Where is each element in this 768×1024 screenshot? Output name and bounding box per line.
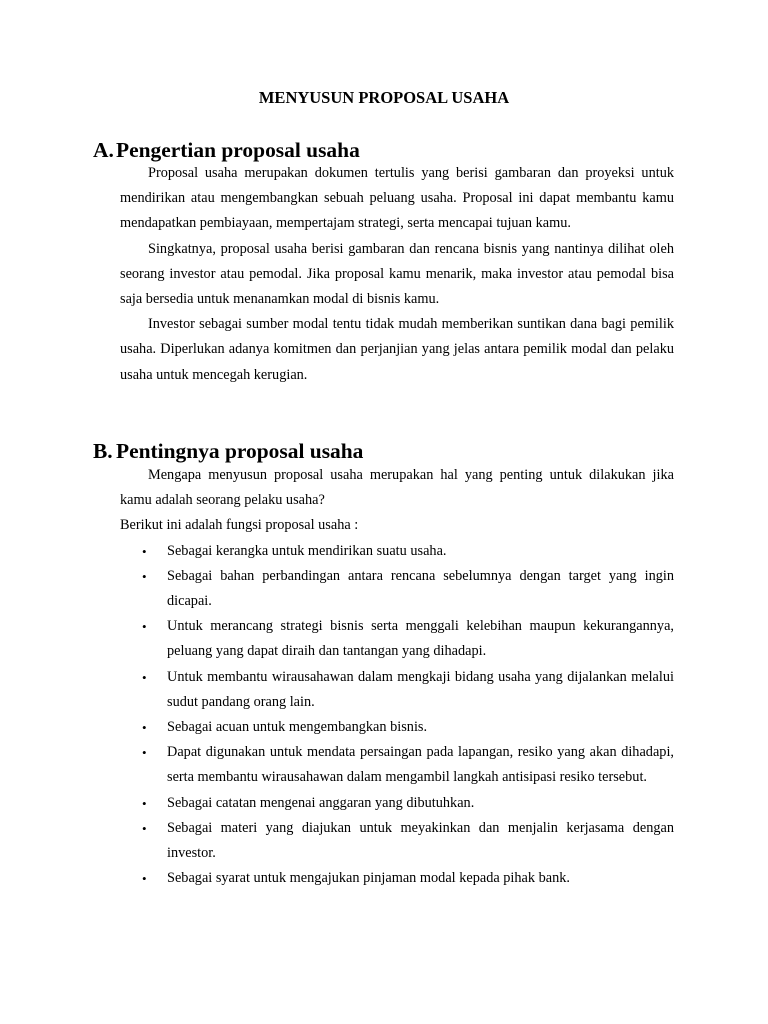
list-item: [120, 665, 674, 715]
section-a-body: [120, 161, 674, 388]
paragraph: Singkatnya, proposal usaha berisi gambaran dan rencana bisnis yang nantinya dilihat oleh seorang investor atau pemodal. Jika proposal kamu menarik, maka investor atau pemodal bisa saja bersedia untuk menanamkan modal di bisnis kamu.: [120, 240, 674, 308]
bullet-icon: •: [142, 568, 147, 584]
bullet-icon: •: [142, 619, 147, 635]
list-item: [120, 539, 674, 564]
list-item: [120, 791, 674, 816]
list-item-text: Untuk merancang strategi bisnis serta menggali kelebihan maupun kekurangannya, peluang yang dapat diraih dan tantangan yang dihadapi.: [167, 618, 674, 660]
bullet-icon: •: [142, 669, 147, 685]
list-item: [120, 564, 674, 614]
page-title: MENYUSUN PROPOSAL USAHA: [258, 88, 510, 107]
paragraph: Mengapa menyusun proposal usaha merupakan hal yang penting untuk dilakukan jika kamu adalah seorang pelaku usaha?: [120, 467, 674, 509]
list-intro: Berikut ini adalah fungsi proposal usaha :: [120, 517, 359, 534]
bullet-icon: •: [142, 720, 147, 736]
list-item-text: Untuk membantu wirausahawan dalam mengkaji bidang usaha yang dijalankan melalui sudut pandang orang lain.: [167, 668, 674, 710]
list-item: [120, 740, 674, 790]
paragraph: Proposal usaha merupakan dokumen tertulis yang berisi gambaran dan proyeksi untuk mendirikan atau mengembangkan sebuah peluang usaha. Proposal ini dapat membantu kamu mendapatkan pembiayaan, mempertajam strategi, serta mencapai tujuan kamu.: [120, 165, 674, 232]
list-item-text: Sebagai kerangka untuk mendirikan suatu usaha.: [167, 542, 447, 559]
list-item: [120, 866, 674, 891]
section-b-heading: [93, 441, 683, 461]
section-a-heading: [93, 140, 683, 160]
list-item-text: Dapat digunakan untuk mendata persaingan pada lapangan, resiko yang akan dihadapi, serta membantu wirausahawan dalam mengambil langkah antisipasi resiko tersebut.: [167, 744, 674, 786]
bullet-icon: •: [142, 871, 147, 887]
section-a-title: Pengertian proposal usaha: [116, 138, 360, 162]
list-item-text: Sebagai syarat untuk mengajukan pinjaman modal kepada pihak bank.: [167, 870, 570, 887]
section-b-body: [120, 463, 674, 891]
function-list: [120, 539, 674, 892]
list-item-text: Sebagai acuan untuk mengembangkan bisnis.: [167, 719, 428, 736]
list-item-text: Sebagai catatan mengenai anggaran yang dibutuhkan.: [167, 794, 475, 811]
bullet-icon: •: [142, 745, 147, 761]
list-item: [120, 614, 674, 664]
paragraph: Investor sebagai sumber modal tentu tidak mudah memberikan suntikan dana bagi pemilik usaha. Diperlukan adanya komitmen dan perjanjian yang jelas antara pemilik modal dan pelaku usaha untuk mencegah kerugian.: [120, 316, 674, 383]
bullet-icon: •: [142, 820, 147, 836]
section-b-letter: B.: [93, 439, 113, 463]
list-item: [120, 816, 674, 866]
bullet-icon: •: [142, 795, 147, 811]
bullet-icon: •: [142, 543, 147, 559]
list-item: [120, 715, 674, 740]
list-item-text: Sebagai bahan perbandingan antara rencana sebelumnya dengan target yang ingin dicapai.: [167, 567, 674, 610]
section-b-title: Pentingnya proposal usaha: [116, 439, 364, 463]
list-item-text: Sebagai materi yang diajukan untuk meyakinkan dan menjalin kerjasama dengan investor.: [167, 819, 674, 862]
section-a-letter: A.: [93, 138, 114, 162]
